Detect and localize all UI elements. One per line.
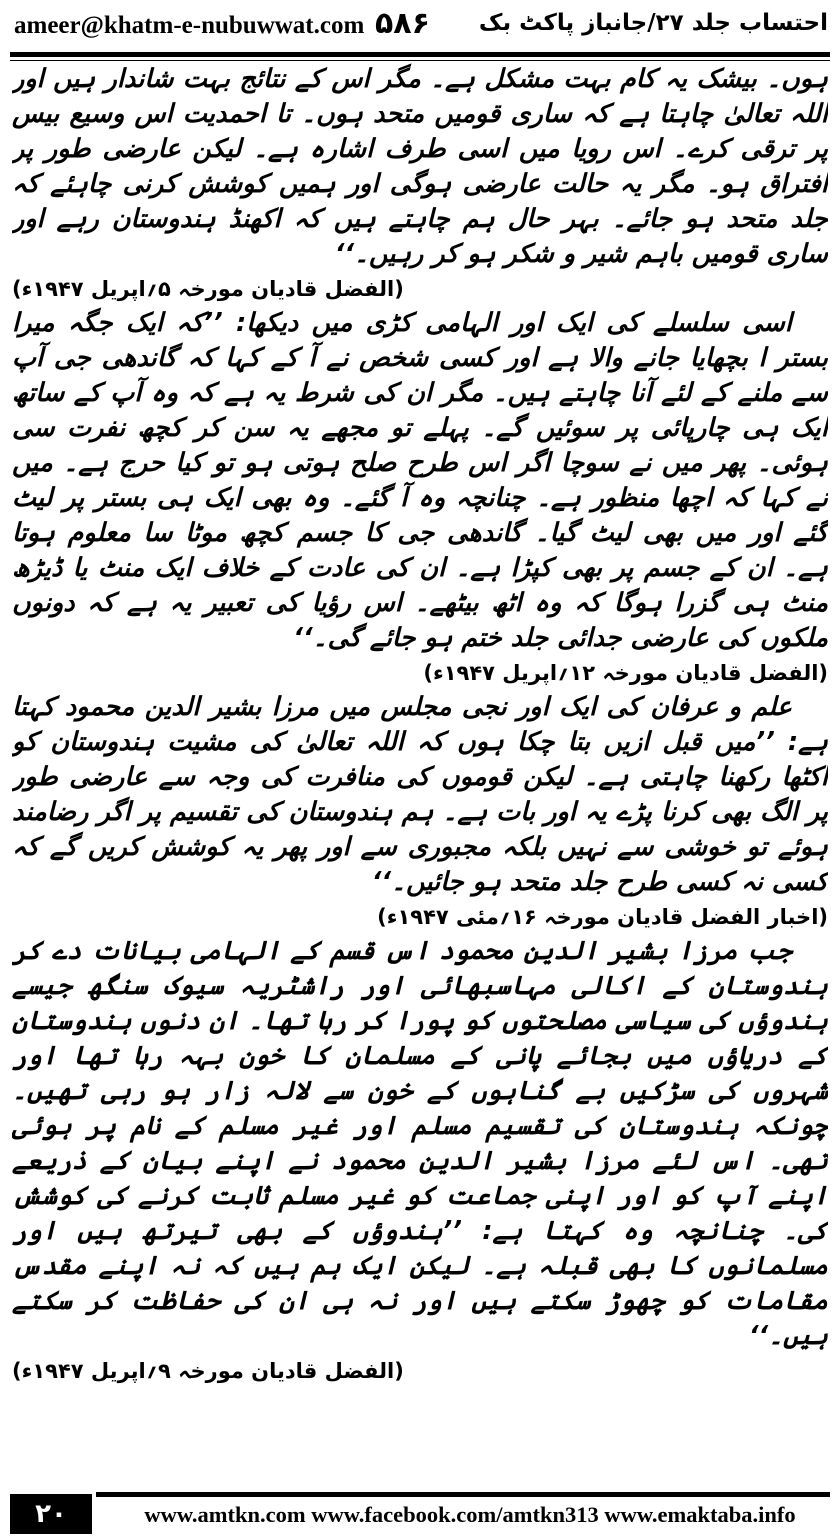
page-body (12, 62, 828, 1432)
header-rule-thick (10, 52, 830, 57)
citation-2: (الفضل قادیان مورخہ ۱۲؍اپریل ۱۹۴۷ء) (423, 661, 828, 685)
footer-page-number: ۲۰ (10, 1494, 92, 1534)
header-book-title: احتساب جلد ۲۷/جانباز پاکٹ بک (478, 10, 828, 36)
paragraph-4: جب مرزا بشیر الدین محمود اس قسم کے الہامی بیانات دے کر ہندوستان کے اکالی مہاسبھائی اور راشٹریہ سیوک سنگھ جیسے ہندوؤں کی سیاسی مصلحتوں کو پورا کر رہا تھا۔ ان دنوں ہندوستان کے دریاؤں میں بجائے پانی کے مسلمان کا خون بہہ رہا تھا اور شہروں کی سڑکیں بے گناہوں کے خون سے لالہ زار ہو رہی تھیں۔ چونکہ ہندوستان کی تقسیم مسلم اور غیر مسلم کے نام پر ہوئی تھی۔ اس لئے مرزا بشیر الدین محمود نے اپنے بیان کے ذریعے اپنے آپ کو اور اپنی جماعت کو غیر مسلم ثابت کرنے کی کوشش کی۔ چنانچہ وہ کہتا ہے: ’’ہندوؤں کے بھی تیرتھ ہیں اور مسلمانوں کا بھی قبلہ ہے۔ لیکن ایک ہم ہیں کہ نہ اپنے مقدس مقامات کو چھوڑ سکتے ہیں اور نہ ہی ان کی حفاظت کر سکتے ہیں۔‘‘ (12, 936, 828, 1351)
page-header (0, 0, 840, 52)
header-email: ameer@khatm-e-nubuwwat.com (14, 12, 365, 39)
citation-1: (الفضل قادیان مورخہ ۵؍اپریل ۱۹۴۷ء) (12, 277, 404, 301)
paragraph-1: ہوں۔ بیشک یہ کام بہت مشکل ہے۔ مگر اس کے نتائج بہت شاندار ہیں اور اللہ تعالیٰ چاہتا ہے کہ ساری قومیں متحد ہوں۔ تا احمدیت اس وسیع بیس پر ترقی کرے۔ اس رویا میں اسی طرف اشارہ ہے۔ لیکن عارضی طور پر افتراق ہو۔ مگر یہ حالت عارضی ہوگی اور ہمیں کوشش کرنی چاہئے کہ جلد متحد ہو جائے۔ بہر حال ہم چاہتے ہیں کہ اکھنڈ ہندوستان رہے اور ساری قومیں باہم شیر و شکر ہو کر رہیں۔‘‘ (12, 64, 828, 269)
footer-rule (96, 1492, 830, 1497)
citation-4: (الفضل قادیان مورخہ ۹؍اپریل ۱۹۴۷ء) (12, 1359, 404, 1383)
paragraph-2: اسی سلسلے کی ایک اور الہامی کڑی میں دیکھا: ’’کہ ایک جگہ میرا بستر ا بچھایا جانے والا ہے اور کسی شخص نے آ کے کہا کہ گاندھی جی آپ سے ملنے کے لئے آنا چاہتے ہیں۔ مگر ان کی شرط یہ ہے کہ وہ آپ کے ساتھ ایک ہی چارپائی پر سوئیں گے۔ پہلے تو مجھے یہ سن کر کچھ نفرت سی ہوئی۔ پھر میں نے سوچا اگر اس طرح صلح ہوتی ہو تو کیا حرج ہے۔ میں نے کہا کہ اچھا منظور ہے۔ چنانچہ وہ آ گئے۔ وہ بھی ایک ہی بستر پر لیٹ گئے اور میں بھی لیٹ گیا۔ گاندھی جی کا جسم کچھ موٹا سا معلوم ہوتا ہے۔ ان کے جسم پر بھی کپڑا ہے۔ ان کی عادت کے خلاف ایک منٹ یا ڈیڑھ منٹ ہی گزرا ہوگا کہ وہ اٹھ بیٹھے۔ اس رؤیا کی تعبیر یہ ہے کہ دونوں ملکوں کی عارضی جدائی جلد ختم ہو جائے گی۔‘‘ (12, 308, 828, 653)
header-page-number: ۵۸۶ (375, 6, 430, 41)
header-rule-thin (10, 60, 830, 61)
page-footer (0, 1488, 840, 1540)
citation-3: (اخبار الفضل قادیان مورخہ ۱۶؍مئی ۱۹۴۷ء) (377, 905, 828, 929)
paragraph-3: علم و عرفان کی ایک اور نجی مجلس میں مرزا بشیر الدین محمود کہتا ہے: ’’میں قبل ازیں بتا چکا ہوں کہ اللہ تعالیٰ کی مشیت ہندوستان کو اکٹھا رکھنا چاہتی ہے۔ لیکن قوموں کی منافرت کی وجہ سے عارضی طور پر الگ بھی کرنا پڑے یہ اور بات ہے۔ ہم ہندوستان کی تقسیم پر اگر رضامند ہوئے تو خوشی سے نہیں بلکہ مجبوری سے اور پھر یہ کوشش کریں گے کہ کسی نہ کسی طرح جلد متحد ہو جائیں۔‘‘ (12, 692, 828, 897)
footer-websites: www.amtkn.com www.facebook.com/amtkn313 www.emaktaba.info (144, 1502, 796, 1527)
